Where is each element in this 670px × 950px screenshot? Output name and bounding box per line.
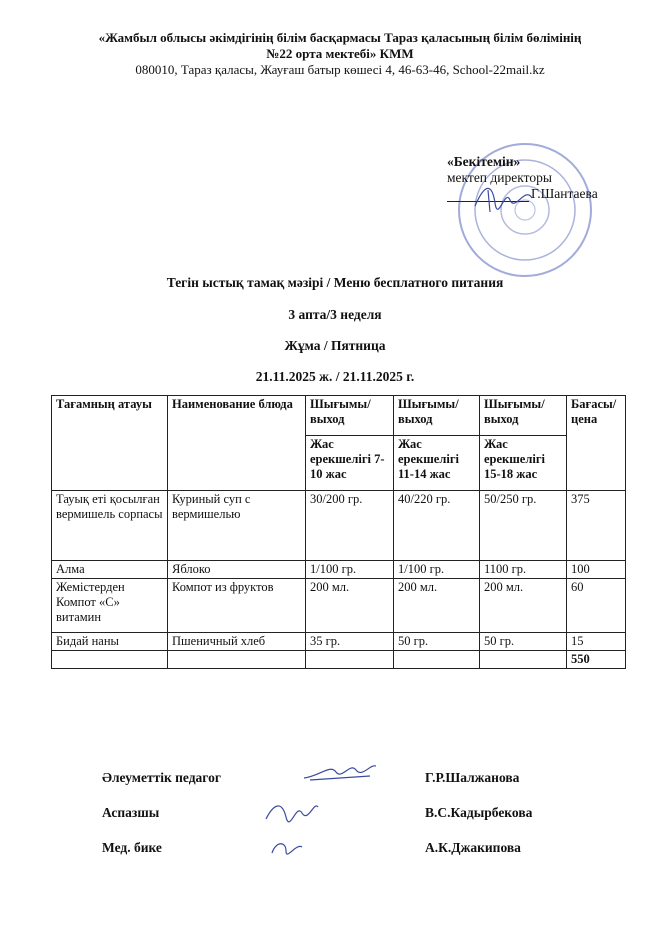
school-header xyxy=(40,30,640,78)
header-age-2: Жас ерекшелігі 11-14 жас xyxy=(394,436,480,491)
cell-dish-kz: Жемістерден Компот «С» витамин xyxy=(52,579,168,633)
header-name-ru: Наименование блюда xyxy=(168,396,306,491)
cell-yield-3: 200 мл. xyxy=(480,579,567,633)
cell-yield-2: 40/220 гр. xyxy=(394,491,480,561)
table-row xyxy=(52,561,626,579)
sig-name-cook: В.С.Кадырбекова xyxy=(425,805,533,820)
header-price: Бағасы/ цена xyxy=(567,396,626,491)
sig-role-nurse: Мед. бике xyxy=(102,840,162,855)
cell-dish-kz: Бидай наны xyxy=(52,633,168,651)
cell-dish-ru: Пшеничный хлеб xyxy=(168,633,306,651)
header-line-2: №22 орта мектебі» КММ xyxy=(266,46,414,61)
cell-yield-1: 1/100 гр. xyxy=(306,561,394,579)
sig-name-social-pedagogue: Г.Р.Шалжанова xyxy=(425,770,520,785)
director-signature-icon xyxy=(470,178,540,218)
cell-dish-kz: Алма xyxy=(52,561,168,579)
table-total-row xyxy=(52,651,626,669)
menu-title: Тегін ыстық тамақ мәзірі / Меню бесплатного питания xyxy=(166,275,504,290)
sig-name-nurse: А.К.Джакипова xyxy=(425,840,521,855)
approval-name: Г.Шантаева xyxy=(531,186,598,201)
approval-title: «Бекітемін» xyxy=(447,154,521,169)
header-address: 080010, Тараз қаласы, Жауғаш батыр көшесі 4, 46-63-46, School-22mail.kz xyxy=(135,62,545,77)
cell-price: 15 xyxy=(567,633,626,651)
cell-price: 60 xyxy=(567,579,626,633)
header-age-3: Жас ерекшелігі 15-18 жас xyxy=(480,436,567,491)
cell-yield-3: 50 гр. xyxy=(480,633,567,651)
cell-yield-1: 200 мл. xyxy=(306,579,394,633)
date-label: 21.11.2025 ж. / 21.11.2025 г. xyxy=(255,369,415,384)
cell-yield-2: 1/100 гр. xyxy=(394,561,480,579)
cell-price: 375 xyxy=(567,491,626,561)
table-row xyxy=(52,491,626,561)
nurse-signature-icon xyxy=(268,835,308,859)
menu-table xyxy=(51,395,626,669)
approval-role: мектеп директоры xyxy=(447,170,552,185)
cell-yield-3: 50/250 гр. xyxy=(480,491,567,561)
cell-dish-ru: Яблоко xyxy=(168,561,306,579)
pedagogue-signature-icon xyxy=(300,758,380,784)
cell-yield-1: 35 гр. xyxy=(306,633,394,651)
cell-price: 100 xyxy=(567,561,626,579)
header-age-1: Жас ерекшелігі 7-10 жас xyxy=(306,436,394,491)
day-label: Жұма / Пятница xyxy=(284,338,386,353)
cell-yield-2: 200 мл. xyxy=(394,579,480,633)
header-name-kz: Тағамның атауы xyxy=(52,396,168,491)
cell-dish-ru: Компот из фруктов xyxy=(168,579,306,633)
cell-yield-1: 30/200 гр. xyxy=(306,491,394,561)
cell-yield-2: 50 гр. xyxy=(394,633,480,651)
cook-signature-icon xyxy=(262,795,322,825)
header-yield-3: Шығымы/ выход xyxy=(480,396,567,436)
table-header-row xyxy=(52,396,626,436)
week-label: 3 апта/3 неделя xyxy=(288,307,382,322)
cell-yield-3: 1100 гр. xyxy=(480,561,567,579)
header-line-1: «Жамбыл облысы әкімдігінің білім басқармасы Тараз қаласының білім бөлімінің xyxy=(98,30,582,45)
header-yield-1: Шығымы/ выход xyxy=(306,396,394,436)
cell-total: 550 xyxy=(567,651,626,669)
table-row xyxy=(52,579,626,633)
header-yield-2: Шығымы/ выход xyxy=(394,396,480,436)
sig-role-cook: Аспазшы xyxy=(102,805,160,820)
table-row xyxy=(52,633,626,651)
cell-dish-ru: Куриный суп с вермишелью xyxy=(168,491,306,561)
cell-dish-kz: Тауық еті қосылған вермишель сорпасы xyxy=(52,491,168,561)
sig-role-social-pedagogue: Әлеуметтік педагог xyxy=(102,770,221,785)
